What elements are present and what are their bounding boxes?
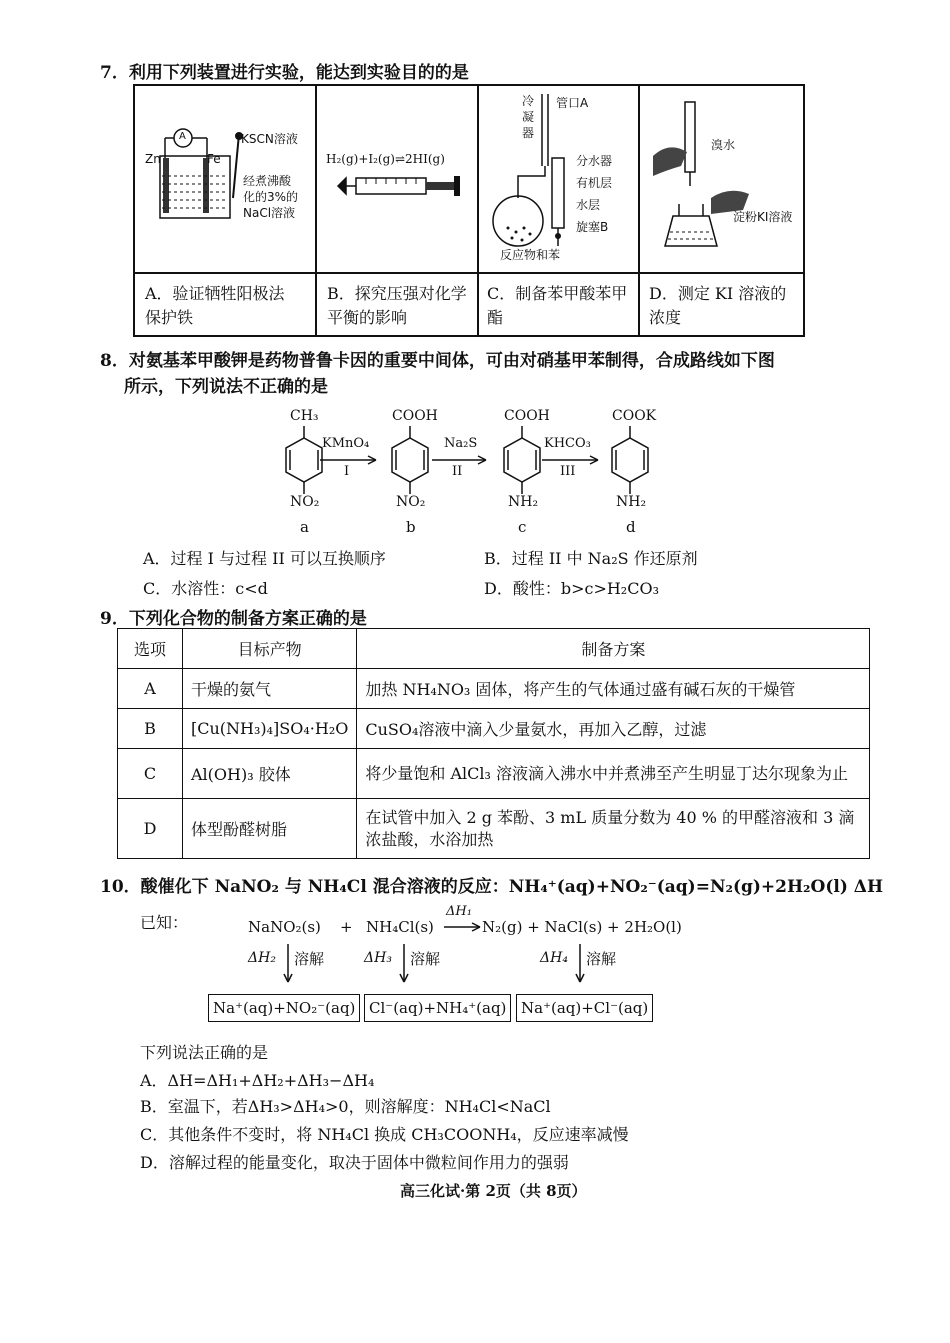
compound-c-top: COOH (504, 408, 550, 424)
water-layer-label: 水层 (576, 198, 601, 212)
diagram-a-electrochem-cell (135, 86, 315, 272)
q10-prompt: 下列说法正确的是 (140, 1043, 269, 1062)
row-plan: 在试管中加入 2 g 苯酚、3 mL 质量分数为 40 % 的甲醛溶液和 3 滴浓盐酸，水浴加热 (357, 799, 870, 859)
page-footer: 高三化试·第 2页（共 8页） (400, 1182, 587, 1200)
nh4cl-solid: NH₄Cl(s) (366, 918, 434, 936)
port-a-label: 管口A (556, 96, 589, 110)
compound-d-top: COOK (612, 408, 657, 424)
row-option: D (118, 799, 183, 859)
row-option: A (118, 669, 183, 709)
q10-option-b: B．室温下，若ΔH₃>ΔH₄>0，则溶解度：NH₄Cl<NaCl (140, 1097, 551, 1116)
q7-option-d: D．测定 KI 溶液的浓度 (649, 284, 787, 327)
dissolve-label-3: 溶解 (586, 950, 617, 968)
bromine-water-label: 溴水 (711, 138, 736, 152)
fe-label: Fe (207, 152, 221, 166)
header-option: 选项 (118, 629, 183, 669)
q10-hess-cycle (200, 900, 700, 1030)
table-row (118, 799, 870, 859)
row-product: 体型酚醛树脂 (183, 799, 357, 859)
q8-stem-line1: 8．对氨基苯甲酸钾是药物普鲁卡因的重要中间体，可由对硝基甲苯制得，合成路线如下图 (100, 351, 775, 371)
step-1: I (344, 464, 350, 479)
delta-h1: ΔH₁ (446, 904, 472, 919)
table-row (118, 669, 870, 709)
condenser-label-2: 凝 (522, 110, 535, 124)
compound-c-bottom: NH₂ (508, 494, 539, 510)
q8-option-d: D．酸性：b>c>H₂CO₃ (484, 579, 659, 598)
compound-b-label: b (406, 518, 416, 536)
compound-c-label: c (518, 518, 527, 536)
row-plan: 将少量饱和 AlCl₃ 溶液滴入沸水中并煮沸至产生明显丁达尔现象为止 (357, 749, 870, 799)
header-product: 目标产物 (183, 629, 357, 669)
q7-apparatus-table (133, 84, 805, 337)
delta-h4: ΔH₄ (540, 950, 568, 966)
q7-option-c: C．制备苯甲酸苯甲酯 (487, 284, 628, 327)
solution-label-1: 经煮沸酸 (243, 174, 292, 188)
q10-option-d: D．溶解过程的能量变化，取决于固体中微粒间作用力的强弱 (140, 1153, 569, 1172)
q8-stem-line2: 所示，下列说法不正确的是 (124, 377, 328, 397)
compound-a-top: CH₃ (290, 408, 319, 424)
row-product: Al(OH)₃ 胶体 (183, 749, 357, 799)
ammeter-label: A (179, 131, 186, 142)
row-option: C (118, 749, 183, 799)
q7-stem: 7．利用下列装置进行实验，能达到实验目的的是 (100, 63, 469, 83)
condenser-label-1: 冷 (522, 94, 535, 108)
products: N₂(g) + NaCl(s) + 2H₂O(l) (482, 918, 682, 936)
dissolve-label-1: 溶解 (294, 950, 325, 968)
organic-layer-label: 有机层 (576, 176, 613, 190)
solution-label-2: 化的3%的 (243, 190, 299, 204)
q10-stem: 10．酸催化下 NaNO₂ 与 NH₄Cl 混合溶液的反应：NH₄⁺(aq)+NO₂⁻(aq)=N₂(g)+2H₂O(l) ΔH (100, 877, 884, 897)
table-row (118, 749, 870, 799)
q10-option-a: A．ΔH=ΔH₁+ΔH₂+ΔH₃−ΔH₄ (140, 1071, 375, 1090)
q7-option-a: A．验证牺牲阳极法保护铁 (145, 284, 285, 327)
kscn-label: KSCN溶液 (241, 132, 298, 146)
compound-b-bottom: NO₂ (396, 494, 426, 510)
valve-b-label: 旋塞B (576, 220, 609, 234)
reagent-2: Na₂S (444, 436, 478, 451)
row-plan: CuSO₄溶液中滴入少量氨水，再加入乙醇，过滤 (357, 709, 870, 749)
q9-stem: 9．下列化合物的制备方案正确的是 (100, 609, 367, 629)
diagram-c-reflux-apparatus (478, 86, 638, 272)
solution-label-3: NaCl溶液 (243, 206, 296, 220)
ions-box-2: Cl⁻(aq)+NH₄⁺(aq) (364, 994, 511, 1022)
step-2: II (452, 464, 463, 479)
q8-option-c: C．水溶性：c<d (143, 579, 268, 598)
diagram-d-titration (639, 86, 805, 272)
q8-option-b: B．过程 II 中 Na₂S 作还原剂 (484, 549, 698, 568)
reagent-1: KMnO₄ (322, 436, 370, 451)
water-separator-label: 分水器 (576, 154, 613, 168)
delta-h3: ΔH₃ (364, 950, 392, 966)
compound-a-label: a (300, 518, 309, 536)
condenser-label-3: 器 (522, 126, 535, 140)
table-row (118, 709, 870, 749)
q8-synthesis-scheme (260, 398, 680, 538)
reactants-label: 反应物和苯 (500, 248, 561, 262)
compound-d-label: d (626, 518, 636, 536)
row-option: B (118, 709, 183, 749)
row-product: 干燥的氨气 (183, 669, 357, 709)
q9-table (117, 628, 870, 859)
starch-ki-label: 淀粉KI溶液 (733, 210, 793, 224)
q10-known-label: 已知： (140, 913, 189, 932)
row-product: [Cu(NH₃)₄]SO₄·H₂O (183, 709, 357, 749)
dissolve-label-2: 溶解 (410, 950, 441, 968)
compound-b-top: COOH (392, 408, 438, 424)
plus-sign: + (340, 918, 353, 936)
reagent-3: KHCO₃ (544, 436, 591, 451)
row-plan: 加热 NH₄NO₃ 固体，将产生的气体通过盛有碱石灰的干燥管 (357, 669, 870, 709)
diagram-b-syringe (316, 86, 477, 272)
compound-d-bottom: NH₂ (616, 494, 647, 510)
ions-box-1: Na⁺(aq)+NO₂⁻(aq) (208, 994, 360, 1022)
q7-option-b: B．探究压强对化学平衡的影响 (327, 284, 467, 327)
ions-box-3: Na⁺(aq)+Cl⁻(aq) (516, 994, 653, 1022)
header-plan: 制备方案 (357, 629, 870, 669)
compound-a-bottom: NO₂ (290, 494, 320, 510)
nano2-solid: NaNO₂(s) (248, 918, 321, 936)
q10-option-c: C．其他条件不变时，将 NH₄Cl 换成 CH₃COONH₄，反应速率减慢 (140, 1125, 629, 1144)
delta-h2: ΔH₂ (248, 950, 276, 966)
equilibrium-equation: H₂(g)+I₂(g)⇌2HI(g) (326, 152, 445, 166)
zn-label: Zn (145, 152, 161, 166)
step-3: III (560, 464, 576, 479)
q8-option-a: A．过程 I 与过程 II 可以互换顺序 (143, 549, 386, 568)
